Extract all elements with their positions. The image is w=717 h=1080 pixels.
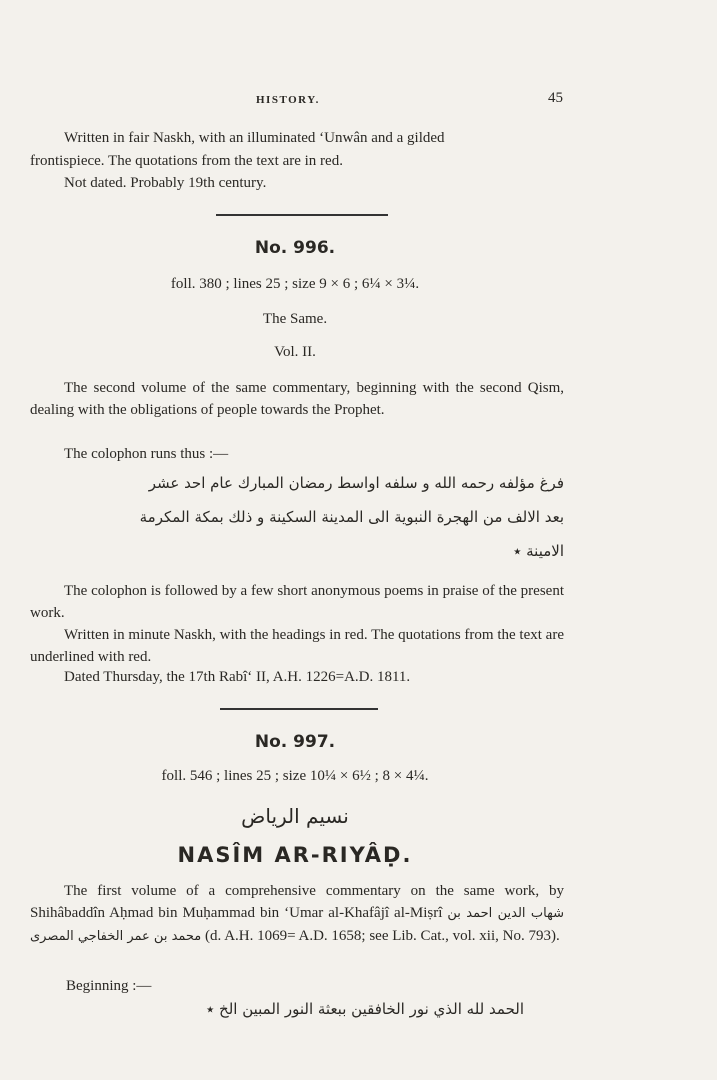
poems-note-996-text: The colophon is followed by a few short anonymous poems in praise of the present work. [30, 583, 564, 621]
description-996 [30, 377, 564, 421]
title-997: NASÎM AR-RIYÂḌ. [177, 843, 413, 867]
description-997-part1: The first volume of a comprehensive commentary on the same work, by Shihâbaddîn Aḥmad bin Muḥammad bin ‘Umar al-Khafâjî al-Miṣrî [30, 883, 564, 921]
script-note-996 [30, 624, 564, 668]
description-997 [30, 880, 564, 948]
dated-996: Dated Thursday, the 17th Rabî‘ II, A.H. 1226=A.D. 1811. [64, 669, 411, 685]
prev-entry-date: Not dated. Probably 19th century. [64, 175, 267, 191]
running-title: HISTORY. [256, 94, 320, 106]
collation-997: foll. 546 ; lines 25 ; size 10¼ × 6½ ; 8 × 4¼. [161, 768, 429, 784]
colophon-intro-996: The colophon runs thus :— [64, 446, 229, 462]
script-note-996-text: Written in minute Naskh, with the headings in red. The quotations from the text are underlined with red. [30, 627, 564, 665]
arabic-title-997: نسيم الرياض [241, 804, 349, 828]
page-number: 45 [548, 90, 563, 106]
colophon-arabic-line3: الامينة ٭ [513, 542, 564, 560]
colophon-arabic-line1: فرغ مؤلفه رحمه الله و سلفه اواسط رمضان المبارك عام احد عشر [148, 474, 564, 492]
poems-note-996 [30, 580, 564, 624]
colophon-arabic-line2: بعد الالف من الهجرة النبوية الى المدينة السكينة و ذلك بمكة المكرمة [139, 508, 564, 526]
title-996: The Same. [262, 311, 328, 327]
prev-entry-desc-line1: Written in fair Naskh, with an illuminated ‘Unwân and a gilded [64, 130, 445, 146]
collation-996: foll. 380 ; lines 25 ; size 9 × 6 ; 6¼ × 3¼. [170, 276, 420, 292]
volume-996: Vol. II. [274, 344, 316, 360]
description-996-text: The second volume of the same commentary, beginning with the second Qism, dealing with the obligations of people towards the Prophet. [30, 380, 564, 418]
section-divider [216, 214, 388, 216]
section-divider [220, 708, 378, 710]
beginning-arabic-997: الحمد لله الذي نور الخافقين ببعثة النور المبين الخ ٭ [206, 1000, 524, 1018]
entry-number-997: No. 997. [254, 732, 336, 752]
entry-number-996: No. 996. [254, 238, 336, 258]
beginning-label-997: Beginning :— [66, 978, 152, 994]
prev-entry-desc-line2: frontispiece. The quotations from the text are in red. [30, 153, 343, 169]
author-name-arabic: شهاب الدين احمد بن محمد بن عمر الخفاجي المصرى [30, 906, 564, 944]
description-997-part2: (d. A.H. 1069= A.D. 1658; see Lib. Cat., vol. xii, No. 793). [205, 928, 560, 944]
